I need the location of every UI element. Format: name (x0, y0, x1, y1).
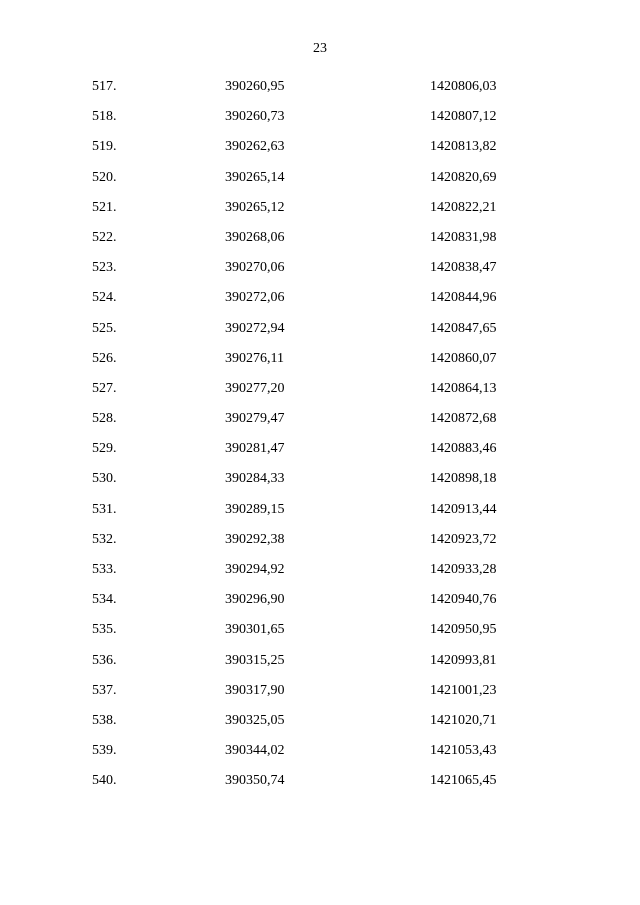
table-row (0, 317, 640, 347)
point-number: 519. (92, 139, 117, 155)
y-coordinate: 1420807,12 (430, 109, 497, 125)
table-row (0, 256, 640, 286)
coordinates-table (0, 75, 640, 800)
point-number: 536. (92, 652, 117, 668)
table-row (0, 739, 640, 769)
point-number: 533. (92, 562, 117, 577)
table-row (0, 618, 640, 648)
table-row (0, 588, 640, 618)
table-row (0, 347, 640, 377)
point-number: 535. (92, 622, 117, 638)
y-coordinate: 1420847,65 (430, 320, 497, 336)
x-coordinate: 390277,20 (225, 380, 285, 396)
table-row (0, 528, 640, 558)
y-coordinate: 1420898,18 (430, 471, 497, 487)
x-coordinate: 390325,05 (225, 712, 285, 728)
y-coordinate: 1420933,28 (430, 562, 497, 577)
y-coordinate: 1420872,68 (430, 411, 497, 427)
table-row (0, 407, 640, 437)
point-number: 526. (92, 350, 117, 366)
y-coordinate: 1420820,69 (430, 169, 497, 185)
x-coordinate: 390265,12 (225, 199, 285, 215)
y-coordinate: 1420860,07 (430, 350, 497, 366)
point-number: 523. (92, 260, 117, 276)
x-coordinate: 390344,02 (225, 743, 285, 759)
y-coordinate: 1421001,23 (430, 682, 497, 698)
x-coordinate: 390315,25 (225, 652, 285, 668)
x-coordinate: 390279,47 (225, 411, 285, 427)
point-number: 538. (92, 712, 117, 728)
x-coordinate: 390268,06 (225, 229, 285, 245)
x-coordinate: 390301,65 (225, 622, 285, 638)
point-number: 521. (92, 199, 117, 215)
y-coordinate: 1420844,96 (430, 290, 497, 306)
y-coordinate: 1420940,76 (430, 592, 497, 608)
y-coordinate: 1420831,98 (430, 229, 497, 245)
y-coordinate: 1420838,47 (430, 260, 497, 276)
y-coordinate: 1420923,72 (430, 531, 497, 547)
x-coordinate: 390294,92 (225, 562, 285, 577)
table-row (0, 286, 640, 316)
point-number: 528. (92, 411, 117, 427)
x-coordinate: 390272,94 (225, 320, 285, 336)
x-coordinate: 390296,90 (225, 592, 285, 608)
point-number: 540. (92, 773, 117, 789)
x-coordinate: 390276,11 (225, 350, 284, 366)
y-coordinate: 1420950,95 (430, 622, 497, 638)
x-coordinate: 390350,74 (225, 773, 285, 789)
x-coordinate: 390265,14 (225, 169, 285, 185)
y-coordinate: 1420883,46 (430, 441, 497, 457)
y-coordinate: 1421065,45 (430, 773, 497, 789)
table-row (0, 558, 640, 588)
y-coordinate: 1421020,71 (430, 712, 497, 728)
table-row (0, 105, 640, 135)
point-number: 539. (92, 743, 117, 759)
table-row (0, 769, 640, 799)
y-coordinate: 1420822,21 (430, 199, 497, 215)
point-number: 520. (92, 169, 117, 185)
table-row (0, 649, 640, 679)
point-number: 532. (92, 531, 117, 547)
table-row (0, 498, 640, 528)
x-coordinate: 390289,15 (225, 501, 285, 517)
page-number: 23 (313, 41, 327, 56)
table-row (0, 166, 640, 196)
y-coordinate: 1420913,44 (430, 501, 497, 517)
point-number: 524. (92, 290, 117, 306)
table-row (0, 679, 640, 709)
point-number: 531. (92, 501, 117, 517)
x-coordinate: 390260,73 (225, 109, 285, 125)
point-number: 517. (92, 79, 117, 94)
point-number: 534. (92, 592, 117, 608)
y-coordinate: 1421053,43 (430, 743, 497, 759)
table-row (0, 437, 640, 467)
x-coordinate: 390272,06 (225, 290, 285, 306)
point-number: 529. (92, 441, 117, 457)
x-coordinate: 390292,38 (225, 531, 285, 547)
table-row (0, 226, 640, 256)
x-coordinate: 390260,95 (225, 79, 285, 94)
y-coordinate: 1420864,13 (430, 380, 497, 396)
point-number: 537. (92, 682, 117, 698)
x-coordinate: 390284,33 (225, 471, 285, 487)
table-row (0, 196, 640, 226)
table-row (0, 377, 640, 407)
point-number: 525. (92, 320, 117, 336)
y-coordinate: 1420993,81 (430, 652, 497, 668)
table-row (0, 75, 640, 105)
table-row (0, 709, 640, 739)
point-number: 522. (92, 229, 117, 245)
table-row (0, 135, 640, 165)
x-coordinate: 390270,06 (225, 260, 285, 276)
point-number: 530. (92, 471, 117, 487)
table-row (0, 467, 640, 497)
x-coordinate: 390317,90 (225, 682, 285, 698)
point-number: 527. (92, 380, 117, 396)
point-number: 518. (92, 109, 117, 125)
y-coordinate: 1420806,03 (430, 79, 497, 94)
x-coordinate: 390281,47 (225, 441, 285, 457)
x-coordinate: 390262,63 (225, 139, 285, 155)
y-coordinate: 1420813,82 (430, 139, 497, 155)
